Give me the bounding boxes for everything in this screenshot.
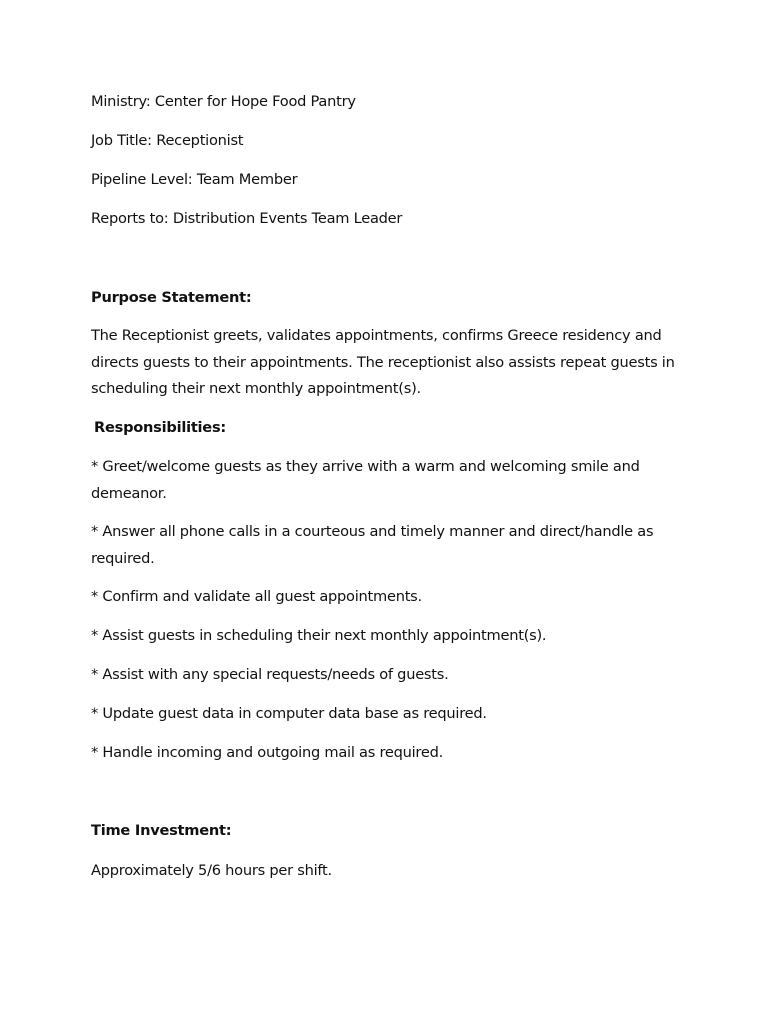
time-investment-text: Approximately 5/6 hours per shift. (91, 862, 332, 879)
purpose-line: The Receptionist greets, validates appointments, confirms Greece residency and (91, 327, 662, 344)
responsibility-line: demeanor. (91, 484, 167, 502)
responsibility-item: * Handle incoming and outgoing mail as required. (91, 744, 443, 761)
responsibility-item: * Assist with any special requests/needs of guests. (91, 666, 449, 683)
responsibility-line: * Answer all phone calls in a courteous and timely manner and direct/handle as (91, 523, 654, 540)
purpose-paragraph (91, 323, 691, 403)
responsibility-line: * Greet/welcome guests as they arrive with a warm and welcoming smile and (91, 458, 640, 475)
responsibility-item (91, 519, 691, 572)
responsibilities-heading: Responsibilities: (94, 419, 226, 436)
purpose-line: directs guests to their appointments. The receptionist also assists repeat guests in (91, 353, 675, 371)
purpose-heading: Purpose Statement: (91, 289, 252, 306)
time-investment-heading: Time Investment: (91, 822, 232, 839)
responsibility-line: required. (91, 549, 155, 567)
responsibility-item: * Confirm and validate all guest appointments. (91, 588, 422, 605)
pipeline-level-line: Pipeline Level: Team Member (91, 171, 298, 188)
job-title-line: Job Title: Receptionist (91, 132, 244, 149)
ministry-line: Ministry: Center for Hope Food Pantry (91, 93, 356, 110)
reports-to-line: Reports to: Distribution Events Team Leader (91, 210, 403, 227)
responsibility-item: * Update guest data in computer data base as required. (91, 705, 487, 722)
responsibility-item (91, 454, 691, 507)
responsibility-item: * Assist guests in scheduling their next monthly appointment(s). (91, 627, 547, 644)
purpose-line: scheduling their next monthly appointment(s). (91, 380, 421, 397)
